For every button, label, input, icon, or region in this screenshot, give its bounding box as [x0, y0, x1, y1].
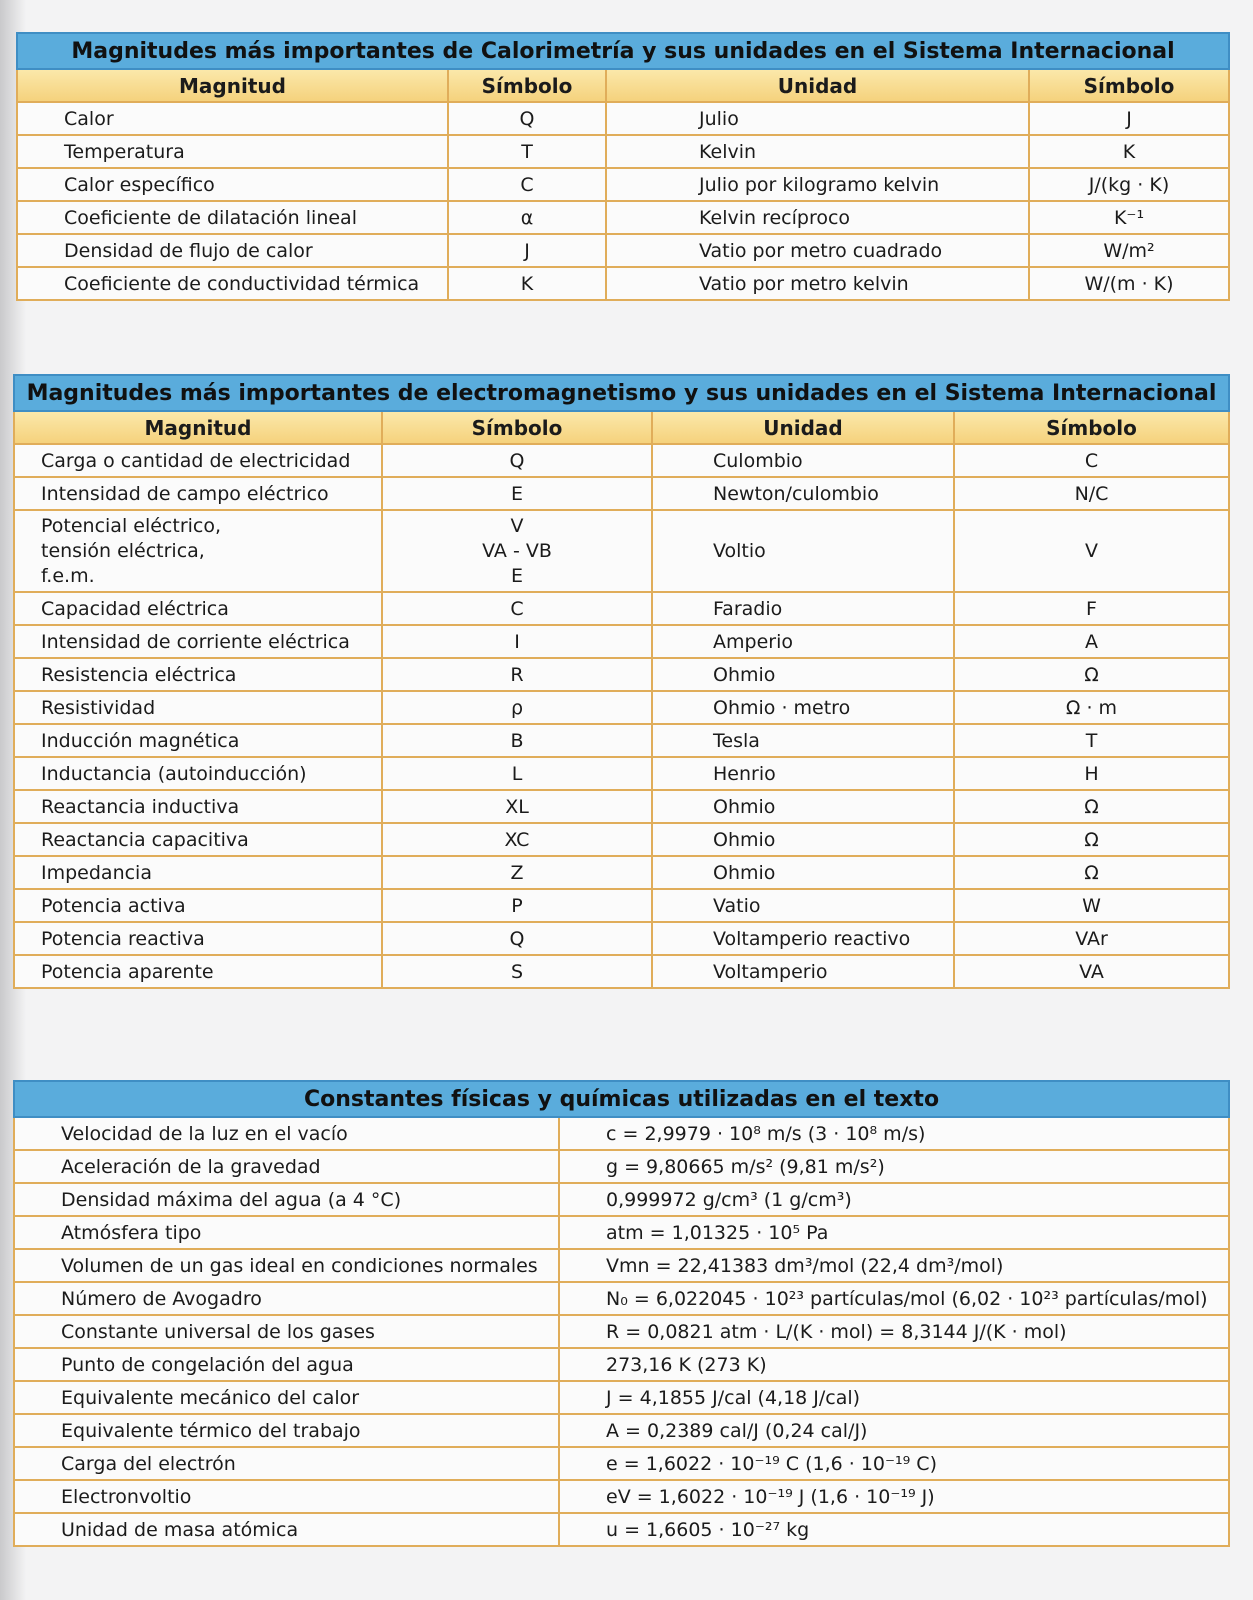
simbolo-cell: E [382, 477, 652, 510]
constante-nombre-cell: Número de Avogadro [14, 1282, 559, 1315]
unidad-cell: Ohmio [652, 658, 954, 691]
simbolo-cell: B [382, 724, 652, 757]
magnitud-cell: Inducción magnética [14, 724, 382, 757]
unidad-cell: Henrio [652, 757, 954, 790]
magnitud-cell: Coeficiente de dilatación lineal [17, 201, 448, 234]
table-row [14, 1117, 1229, 1150]
unidad-simbolo-cell: Ω [954, 856, 1229, 889]
magnitud-cell: Densidad de flujo de calor [17, 234, 448, 267]
magnitud-cell: Calor [17, 102, 448, 135]
unidad-cell: Faradio [652, 592, 954, 625]
magnitud-cell: Impedancia [14, 856, 382, 889]
column-header-unidad: Unidad [652, 411, 954, 444]
unidad-simbolo-cell: A [954, 625, 1229, 658]
calorimetria-table [16, 32, 1230, 301]
unidad-cell: Newton/culombio [652, 477, 954, 510]
constante-valor-cell: u = 1,6605 · 10⁻²⁷ kg [559, 1513, 1229, 1546]
table-row [17, 135, 1229, 168]
simbolo-cell: S [382, 955, 652, 988]
unidad-simbolo-cell: J [1029, 102, 1229, 135]
table-row [14, 922, 1229, 955]
unidad-cell: Ohmio [652, 823, 954, 856]
unidad-simbolo-cell: Ω [954, 790, 1229, 823]
magnitud-cell: Temperatura [17, 135, 448, 168]
constante-nombre-cell: Equivalente mecánico del calor [14, 1381, 559, 1414]
electromagnetismo-header-row [14, 411, 1229, 444]
calorimetria-title: Magnitudes más importantes de Calorimetría y sus unidades en el Sistema Internacional [17, 33, 1229, 69]
table-row [17, 168, 1229, 201]
simbolo-cell: Q [382, 444, 652, 477]
simbolo-cell: I [382, 625, 652, 658]
unidad-simbolo-cell: H [954, 757, 1229, 790]
table-row [14, 1216, 1229, 1249]
unidad-simbolo-cell: F [954, 592, 1229, 625]
magnitud-cell: Potencia activa [14, 889, 382, 922]
table-row [14, 823, 1229, 856]
magnitud-cell: Coeficiente de conductividad térmica [17, 267, 448, 300]
table-row [17, 201, 1229, 234]
unidad-simbolo-cell: W/(m · K) [1029, 267, 1229, 300]
constante-valor-cell: atm = 1,01325 · 10⁵ Pa [559, 1216, 1229, 1249]
table-row [14, 1249, 1229, 1282]
constante-valor-cell: R = 0,0821 atm · L/(K · mol) = 8,3144 J/(K · mol) [559, 1315, 1229, 1348]
unidad-cell: Voltamperio [652, 955, 954, 988]
magnitud-cell: Intensidad de campo eléctrico [14, 477, 382, 510]
table-row [14, 1480, 1229, 1513]
table-row [14, 1513, 1229, 1546]
magnitud-cell: Potencia aparente [14, 955, 382, 988]
constante-valor-cell: A = 0,2389 cal/J (0,24 cal/J) [559, 1414, 1229, 1447]
table-row [14, 444, 1229, 477]
constantes-title: Constantes físicas y químicas utilizadas en el texto [14, 1081, 1229, 1117]
column-header-simbolo: Símbolo [382, 411, 652, 444]
constantes-body [14, 1117, 1229, 1546]
unidad-cell: Voltio [652, 510, 954, 592]
table-row [14, 856, 1229, 889]
simbolo-cell: L [382, 757, 652, 790]
unidad-simbolo-cell: K⁻¹ [1029, 201, 1229, 234]
table-row [17, 102, 1229, 135]
constante-valor-cell: g = 9,80665 m/s² (9,81 m/s²) [559, 1150, 1229, 1183]
simbolo-cell: P [382, 889, 652, 922]
table-row [14, 1150, 1229, 1183]
constante-nombre-cell: Densidad máxima del agua (a 4 °C) [14, 1183, 559, 1216]
constante-valor-cell: 0,999972 g/cm³ (1 g/cm³) [559, 1183, 1229, 1216]
magnitud-cell: Calor específico [17, 168, 448, 201]
magnitud-cell: Capacidad eléctrica [14, 592, 382, 625]
magnitud-cell: Potencia reactiva [14, 922, 382, 955]
column-header-magnitud: Magnitud [17, 69, 448, 102]
unidad-simbolo-cell: K [1029, 135, 1229, 168]
table-row [14, 955, 1229, 988]
unidad-cell: Vatio [652, 889, 954, 922]
unidad-cell: Julio [606, 102, 1029, 135]
simbolo-cell: C [382, 592, 652, 625]
column-header-unidad: Unidad [606, 69, 1029, 102]
column-header-magnitud: Magnitud [14, 411, 382, 444]
unidad-cell: Tesla [652, 724, 954, 757]
magnitud-cell: Intensidad de corriente eléctrica [14, 625, 382, 658]
calorimetria-header-row [17, 69, 1229, 102]
unidad-simbolo-cell: Ω [954, 823, 1229, 856]
magnitud-cell: Resistencia eléctrica [14, 658, 382, 691]
unidad-cell: Vatio por metro kelvin [606, 267, 1029, 300]
unidad-simbolo-cell: VAr [954, 922, 1229, 955]
constante-nombre-cell: Constante universal de los gases [14, 1315, 559, 1348]
simbolo-cell: T [448, 135, 606, 168]
constante-valor-cell: c = 2,9979 · 10⁸ m/s (3 · 10⁸ m/s) [559, 1117, 1229, 1150]
unidad-simbolo-cell: J/(kg · K) [1029, 168, 1229, 201]
table-row [17, 267, 1229, 300]
unidad-cell: Culombio [652, 444, 954, 477]
constante-nombre-cell: Atmósfera tipo [14, 1216, 559, 1249]
unidad-simbolo-cell: VA [954, 955, 1229, 988]
unidad-cell: Kelvin recíproco [606, 201, 1029, 234]
table-row [14, 1348, 1229, 1381]
constante-valor-cell: 273,16 K (273 K) [559, 1348, 1229, 1381]
constante-valor-cell: N₀ = 6,022045 · 10²³ partículas/mol (6,02 · 10²³ partículas/mol) [559, 1282, 1229, 1315]
magnitud-cell: Resistividad [14, 691, 382, 724]
unidad-cell: Voltamperio reactivo [652, 922, 954, 955]
constante-nombre-cell: Carga del electrón [14, 1447, 559, 1480]
simbolo-cell: V VA - VB E [382, 510, 652, 592]
table-row [14, 724, 1229, 757]
unidad-cell: Ohmio · metro [652, 691, 954, 724]
simbolo-cell: α [448, 201, 606, 234]
column-header-simbolo-unidad: Símbolo [1029, 69, 1229, 102]
unidad-simbolo-cell: V [954, 510, 1229, 592]
table-row [17, 234, 1229, 267]
unidad-cell: Ohmio [652, 790, 954, 823]
table-row [14, 1282, 1229, 1315]
table-row [14, 1381, 1229, 1414]
table-row [14, 592, 1229, 625]
table-row [14, 889, 1229, 922]
magnitud-cell: Carga o cantidad de electricidad [14, 444, 382, 477]
constante-nombre-cell: Electronvoltio [14, 1480, 559, 1513]
table-row [14, 1447, 1229, 1480]
constante-nombre-cell: Punto de congelación del agua [14, 1348, 559, 1381]
unidad-simbolo-cell: T [954, 724, 1229, 757]
electromagnetismo-body [14, 444, 1229, 988]
column-header-simbolo-unidad: Símbolo [954, 411, 1229, 444]
simbolo-cell: C [448, 168, 606, 201]
unidad-simbolo-cell: N/C [954, 477, 1229, 510]
constante-nombre-cell: Aceleración de la gravedad [14, 1150, 559, 1183]
constante-valor-cell: e = 1,6022 · 10⁻¹⁹ C (1,6 · 10⁻¹⁹ C) [559, 1447, 1229, 1480]
constante-nombre-cell: Unidad de masa atómica [14, 1513, 559, 1546]
table-row [14, 757, 1229, 790]
unidad-cell: Kelvin [606, 135, 1029, 168]
table-row [14, 691, 1229, 724]
constante-nombre-cell: Volumen de un gas ideal en condiciones normales [14, 1249, 559, 1282]
simbolo-cell: J [448, 234, 606, 267]
unidad-cell: Ohmio [652, 856, 954, 889]
simbolo-cell: Q [448, 102, 606, 135]
table-row [14, 477, 1229, 510]
simbolo-cell: Z [382, 856, 652, 889]
simbolo-cell: XC [382, 823, 652, 856]
table-row [14, 1414, 1229, 1447]
unidad-simbolo-cell: W [954, 889, 1229, 922]
constante-nombre-cell: Velocidad de la luz en el vacío [14, 1117, 559, 1150]
unidad-cell: Amperio [652, 625, 954, 658]
unidad-simbolo-cell: Ω [954, 658, 1229, 691]
table-row [14, 625, 1229, 658]
magnitud-cell: Reactancia capacitiva [14, 823, 382, 856]
table-row [14, 658, 1229, 691]
magnitud-cell: Potencial eléctrico, tensión eléctrica, f.e.m. [14, 510, 382, 592]
constante-valor-cell: Vmn = 22,41383 dm³/mol (22,4 dm³/mol) [559, 1249, 1229, 1282]
simbolo-cell: Q [382, 922, 652, 955]
unidad-cell: Vatio por metro cuadrado [606, 234, 1029, 267]
constante-valor-cell: eV = 1,6022 · 10⁻¹⁹ J (1,6 · 10⁻¹⁹ J) [559, 1480, 1229, 1513]
simbolo-cell: ρ [382, 691, 652, 724]
table-row [14, 510, 1229, 592]
table-row [14, 1315, 1229, 1348]
constante-nombre-cell: Equivalente térmico del trabajo [14, 1414, 559, 1447]
simbolo-cell: XL [382, 790, 652, 823]
magnitud-cell: Inductancia (autoinducción) [14, 757, 382, 790]
unidad-cell: Julio por kilogramo kelvin [606, 168, 1029, 201]
unidad-simbolo-cell: Ω · m [954, 691, 1229, 724]
constante-valor-cell: J = 4,1855 J/cal (4,18 J/cal) [559, 1381, 1229, 1414]
unidad-simbolo-cell: C [954, 444, 1229, 477]
magnitud-cell: Reactancia inductiva [14, 790, 382, 823]
electromagnetismo-table [13, 374, 1230, 989]
simbolo-cell: K [448, 267, 606, 300]
column-header-simbolo: Símbolo [448, 69, 606, 102]
unidad-simbolo-cell: W/m² [1029, 234, 1229, 267]
table-row [14, 790, 1229, 823]
simbolo-cell: R [382, 658, 652, 691]
constantes-table [13, 1080, 1230, 1547]
table-row [14, 1183, 1229, 1216]
electromagnetismo-title: Magnitudes más importantes de electromagnetismo y sus unidades en el Sistema Internacional [14, 375, 1229, 411]
